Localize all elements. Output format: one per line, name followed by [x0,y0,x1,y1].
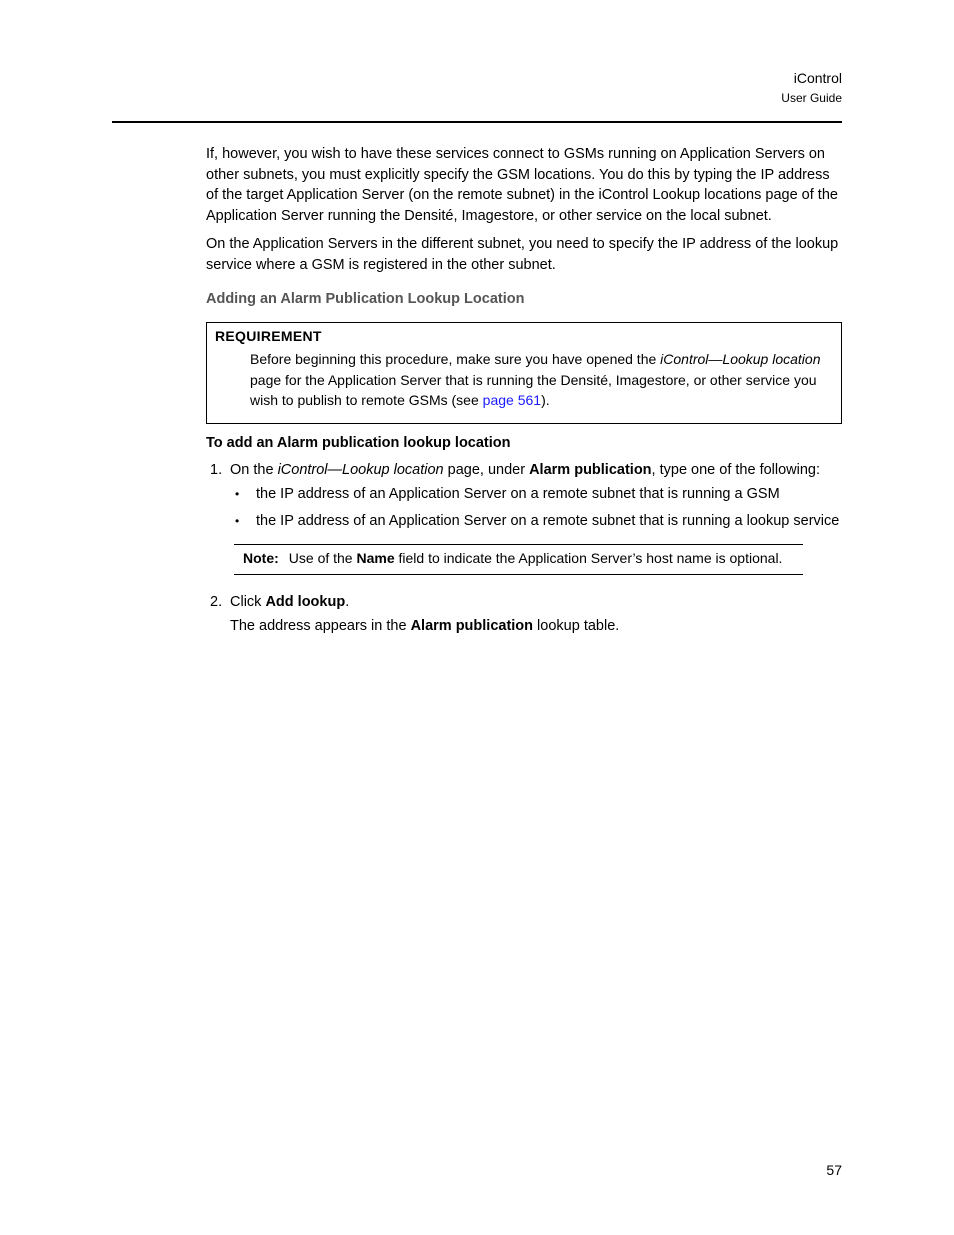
step-1-text-a: On the [230,462,278,478]
step-2-result [206,616,842,637]
result-text-a: The address appears in the [230,617,411,634]
requirement-text-part-b: page for the Application Server that is running the Densité, Imagestore, or other service you wish to publish to remote GSMs (see [250,371,817,408]
bullet-icon: • [235,514,240,528]
result-text-b: lookup table. [533,617,620,634]
header-divider [112,121,842,123]
list-item [230,511,842,532]
page-reference-link[interactable]: page 561 [482,392,542,408]
procedure-title: To add an Alarm publication lookup location [206,434,511,451]
note-field-name: Name [356,549,395,566]
step-1-text-b: page, under [443,462,530,478]
page-number: 57 [826,1162,842,1178]
step-1-section-name: Alarm publication [529,462,652,478]
list-item [230,484,842,505]
header-doc-type: User Guide [781,91,842,105]
page-content [206,144,842,636]
step-number: 2. [210,594,223,610]
body-paragraph-1: If, however, you wish to have these services connect to GSMs running on Application Servers on other subnets, you must explicitly specify the GSM locations. You do this by typing the IP address of the target Application Server (on the remote subnet) in the iControl Lookup locations page of the Application Server running the Densité, Imagestore, or other service on the local subnet. [206,146,838,224]
list-item-text: the IP address of an Application Server on a remote subnet that is running a GSM [256,485,780,502]
step-2-text-b: . [345,594,350,610]
requirement-text [250,349,831,411]
requirement-text-part-c: ). [541,392,550,408]
procedure-step-1 [206,460,842,481]
procedure-step-2 [206,592,842,613]
bullet-icon: • [235,486,240,501]
note-text-a: Use of the [288,549,357,566]
requirement-box [206,322,842,424]
step-number: 1. [210,462,223,478]
section-subheading: Adding an Alarm Publication Lookup Location [206,291,525,307]
header-product-name: iControl [793,70,842,86]
note-label: Note: [243,549,279,566]
step-2-button-name: Add lookup [265,594,346,610]
option-list [206,484,842,532]
note-text-b: field to indicate the Application Server’s host name is optional. [394,549,783,566]
list-item-text: the IP address of an Application Server on a remote subnet that is running a lookup service [256,513,840,529]
step-1-text-c: , type one of the following: [651,462,821,478]
requirement-page-name: iControl—Lookup location [660,351,821,367]
result-table-name: Alarm publication [410,617,534,634]
step-2-text-a: Click [230,594,266,610]
requirement-text-part-a: Before beginning this procedure, make sure you have opened the [250,351,661,367]
note-box [234,544,803,576]
body-paragraph-2: On the Application Servers in the different subnet, you need to specify the IP address of the lookup service where a GSM is registered in the other subnet. [206,236,839,273]
step-1-page-name: iControl—Lookup location [277,462,444,478]
requirement-title: REQUIREMENT [215,327,322,344]
